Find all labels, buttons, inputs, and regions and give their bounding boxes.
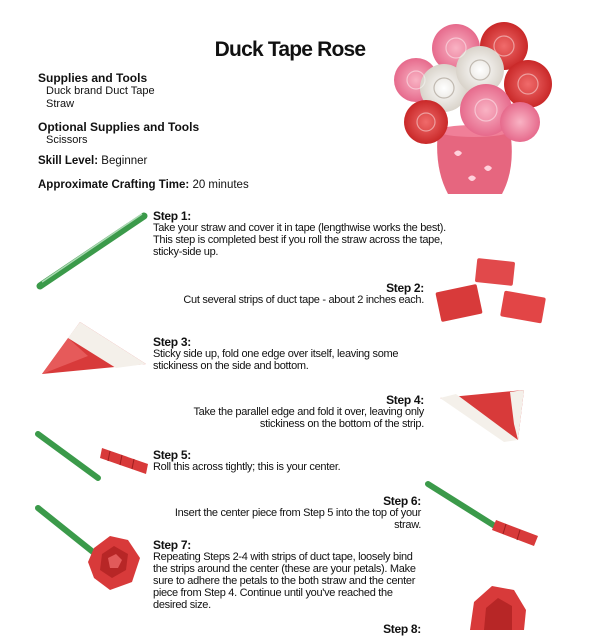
crafting-time — [38, 179, 249, 191]
step3-folded-tape-image — [38, 316, 148, 382]
step4-folded-tape-image — [436, 384, 536, 448]
optional-heading: Optional Supplies and Tools — [38, 120, 200, 134]
step-text: Sticky side up, fold one edge over itself, leaving some stickiness on the side and bottom. — [153, 348, 399, 372]
step-7 — [153, 539, 423, 611]
step-heading: Step 6: — [383, 494, 421, 508]
step-heading: Step 2: — [386, 281, 424, 295]
supply-item: Duck brand Duct Tape — [46, 85, 155, 97]
step-heading: Step 3: — [153, 335, 191, 349]
step-6 — [150, 495, 421, 531]
step1-straw-image — [36, 210, 148, 290]
step-2 — [150, 282, 424, 306]
skill-level — [38, 155, 147, 167]
skill-label: Skill Level: — [38, 155, 99, 167]
step-heading: Step 1: — [153, 209, 191, 223]
step-heading: Step 8: — [383, 622, 421, 636]
time-value: 20 minutes — [192, 179, 249, 191]
step7-rose-image — [36, 506, 148, 606]
step-5 — [153, 449, 413, 473]
step-text: Take your straw and cover it in tape (lengthwise works the best). This step is completed best if you roll the straw across the tape, sticky-side up. — [153, 222, 446, 258]
step-heading: Step 7: — [153, 538, 191, 552]
supply-item: Straw — [46, 98, 75, 110]
optional-item: Scissors — [46, 134, 88, 146]
step-heading: Step 4: — [386, 393, 424, 407]
step-text: Take the parallel edge and fold it over, leaving only stickiness on the bottom of the strip. — [193, 406, 424, 430]
step-text: Repeating Steps 2-4 with strips of duct tape, loosely bind the strips around the center (these are your petals). Make sure to adhere the petals to the both straw and the center piece from Step 4. Continue until you've reached the desired size. — [153, 551, 416, 611]
step6-straw-with-center-image — [426, 480, 542, 550]
rose-bouquet-image — [390, 18, 560, 198]
step2-tape-strips-image — [432, 256, 552, 336]
step-heading: Step 5: — [153, 448, 191, 462]
step-text: Insert the center piece from Step 5 into the top of your straw. — [174, 507, 421, 531]
supplies-section — [38, 71, 238, 111]
step-3 — [153, 336, 433, 372]
step-text: Roll this across tightly; this is your center. — [153, 461, 341, 473]
step-8 — [340, 623, 421, 635]
step-text: Cut several strips of duct tape - about 2 inches each. — [183, 294, 424, 306]
skill-value: Beginner — [101, 155, 148, 167]
time-label: Approximate Crafting Time: — [38, 179, 190, 191]
step-4 — [150, 394, 424, 430]
optional-section — [38, 120, 258, 147]
supplies-heading: Supplies and Tools — [38, 71, 148, 85]
step5-rolled-center-image — [36, 428, 156, 488]
step-1 — [153, 210, 448, 258]
step8-rose-image — [462, 582, 532, 630]
page-title: Duck Tape Rose — [214, 38, 366, 61]
